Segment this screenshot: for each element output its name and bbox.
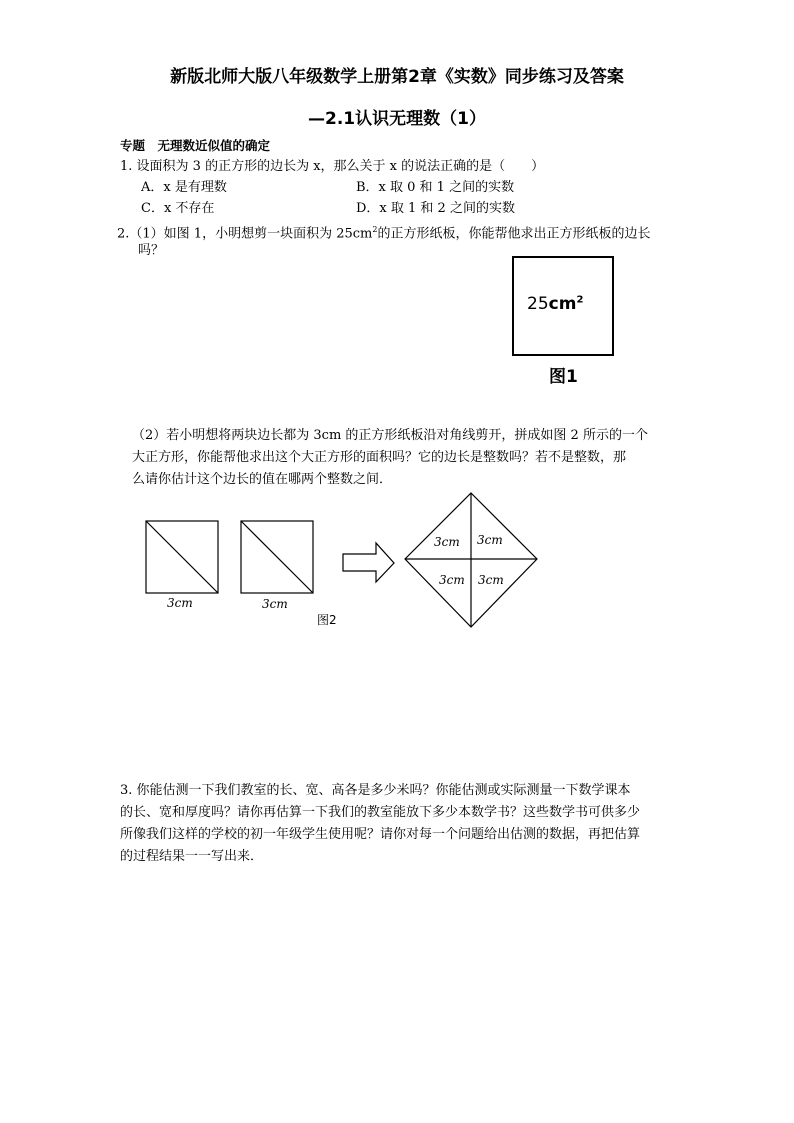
q3-line1: 3. 你能估测一下我们教室的长、宽、高各是多少米吗？你能估测或实际测量一下数学课本 bbox=[120, 783, 631, 798]
doc-title-line1: 新版北师大版八年级数学上册第2章《实数》同步练习及答案 bbox=[170, 67, 624, 87]
q1-option-c: C．x 不存在 bbox=[141, 201, 215, 216]
figure-1-label: $25cm^2$ bbox=[527, 294, 584, 314]
q2-part2-line1: （2）若小明想将两块边长都为 3cm 的正方形纸板沿对角线剪开，拼成如图 2 所示的一个 bbox=[132, 428, 648, 443]
fig2-triangle-label-tr: 3cm bbox=[477, 533, 503, 547]
q2-part2-line3: 么请你估计这个边长的值在哪两个整数之间． bbox=[132, 472, 393, 487]
q1-option-b: B．x 取 0 和 1 之间的实数 bbox=[356, 180, 515, 195]
figure-2-caption: 图2 bbox=[317, 613, 337, 627]
fig2-triangle-label-br: 3cm bbox=[478, 573, 504, 587]
q2-part2-line2: 大正方形，你能帮他求出这个大正方形的面积吗？它的边长是整数吗？若不是整数，那 bbox=[132, 450, 627, 465]
q1-option-d: D．x 取 1 和 2 之间的实数 bbox=[356, 201, 515, 216]
q2-part1-line2: 吗？ bbox=[138, 243, 165, 258]
q1-stem: 1. 设面积为 3 的正方形的边长为 x，那么关于 x 的说法正确的是（ ） bbox=[120, 159, 545, 174]
fig2-label-right: 3cm bbox=[262, 597, 288, 611]
q1-option-a: A．x 是有理数 bbox=[141, 180, 227, 195]
section-heading: 专题 无理数近似值的确定 bbox=[120, 138, 271, 153]
fig2-diagonal-left bbox=[146, 521, 218, 593]
q3-line3: 所像我们这样的学校的初一年级学生使用呢？请你对每一个问题给出估测的数据，再把估算 bbox=[120, 827, 641, 842]
fig2-triangle-label-bl: 3cm bbox=[439, 573, 465, 587]
q3-line2: 的长、宽和厚度吗？请你再估算一下我们的教室能放下多少本数学书？这些数学书可供多少 bbox=[120, 805, 641, 820]
q3-line4: 的过程结果一一写出来． bbox=[120, 849, 264, 864]
q2-part1-line1: 2.（1）如图 1，小明想剪一块面积为 $25cm^2$的正方形纸板，你能帮他求出正方形纸板的边长 bbox=[117, 225, 651, 242]
fig2-arrow-icon bbox=[343, 543, 394, 582]
figure-2 bbox=[140, 485, 550, 635]
figure-1-caption: 图1 bbox=[549, 367, 578, 387]
fig2-triangle-label-tl: 3cm bbox=[434, 535, 460, 549]
doc-title-line2: —2.1认识无理数（1） bbox=[308, 109, 486, 129]
fig2-label-left: 3cm bbox=[167, 596, 193, 610]
fig2-diagonal-right bbox=[241, 521, 313, 593]
